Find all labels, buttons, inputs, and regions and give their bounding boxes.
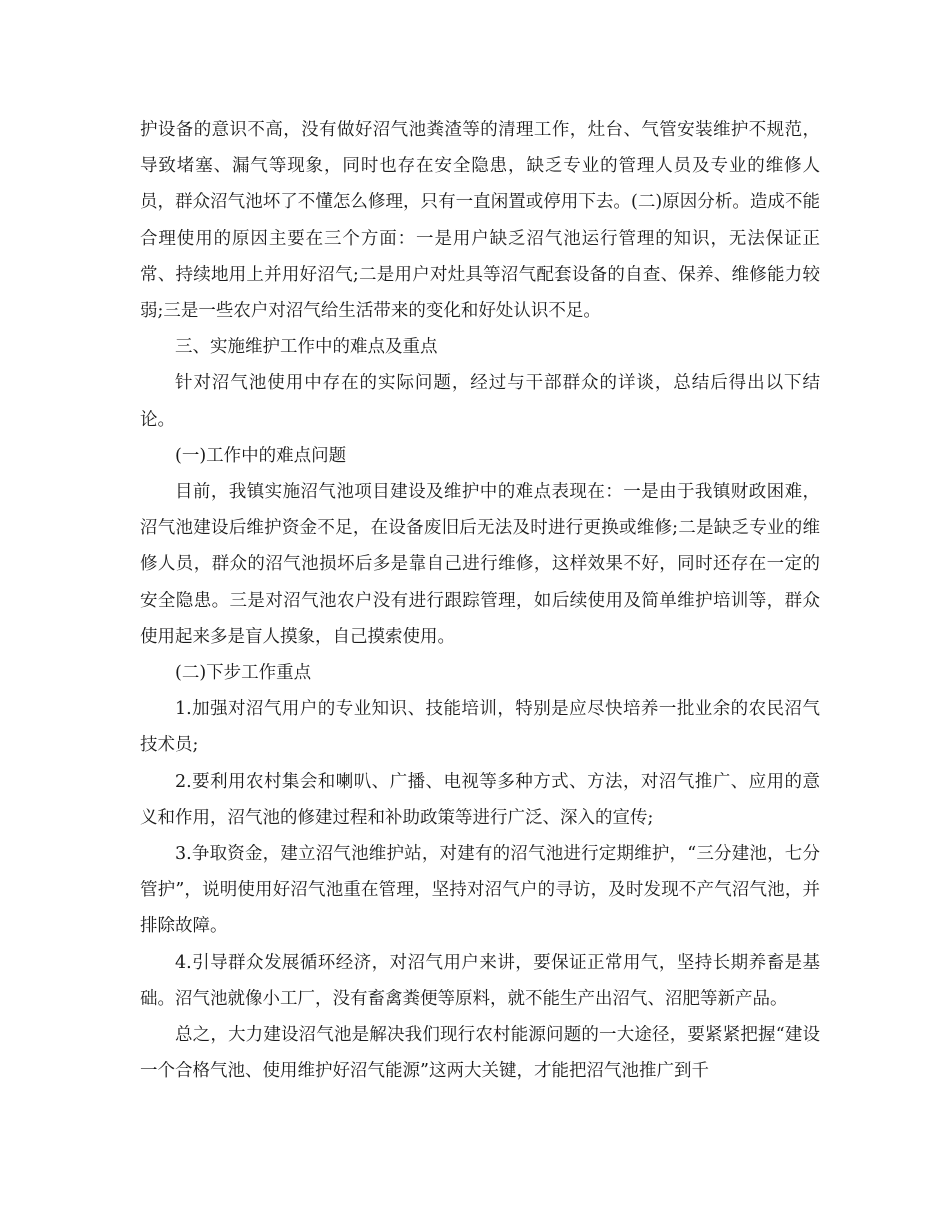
- list-item-2: 2.要利用农村集会和喇叭、广播、电视等多种方式、方法，对沼气推广、应用的意义和作用，沼气池的修建过程和补助政策等进行广泛、深入的宣传;: [140, 771, 820, 828]
- paragraph-continuation: 护设备的意识不高，没有做好沼气池粪渣等的清理工作，灶台、气管安装维护不规范，导致堵塞、漏气等现象，同时也存在安全隐患，缺乏专业的管理人员及专业的维修人员，群众沼气池坏了不懂怎么修理，只有一直闲置或停用下去。(二)原因分析。造成不能合理使用的原因主要在三个方面：一是用户缺乏沼气池运行管理的知识，无法保证正常、持续地用上并用好沼气;二是用户对灶具等沼气配套设备的自查、保养、维修能力较弱;三是一些农户对沼气给生活带来的变化和好处认识不足。: [140, 120, 820, 322]
- list-item-1: 1.加强对沼气用户的专业知识、技能培训，特别是应尽快培养一批业余的农民沼气技术员;: [140, 699, 820, 756]
- subheading-next-steps: (二)下步工作重点: [175, 663, 312, 684]
- subheading-difficulties: (一)工作中的难点问题: [175, 445, 347, 466]
- document-body: [140, 112, 820, 1089]
- list-item-3: 3.争取资金，建立沼气池维护站，对建有的沼气池进行定期维护，“三分建池，七分管护”，说明使用好沼气池重在管理，坚持对沼气户的寻访，及时发现不产气沼气池，并排除故障。: [140, 844, 820, 937]
- list-item-4: 4.引导群众发展循环经济，对沼气用户来讲，要保证正常用气，坚持长期养畜是基础。沼气池就像小工厂，没有畜禽粪便等原料，就不能生产出沼气、沼肥等新产品。: [140, 952, 820, 1009]
- paragraph-difficulties: 目前，我镇实施沼气池项目建设及维护中的难点表现在：一是由于我镇财政困难，沼气池建设后维护资金不足，在设备废旧后无法及时进行更换或维修;二是缺乏专业的维修人员，群众的沼气池损坏后多是靠自己进行维修，这样效果不好，同时还存在一定的安全隐患。三是对沼气池农户没有进行跟踪管理，如后续使用及简单维护培训等，群众使用起来多是盲人摸象，自己摸索使用。: [140, 482, 820, 647]
- paragraph-conclusion-intro: 针对沼气池使用中存在的实际问题，经过与干部群众的详谈，总结后得出以下结论。: [140, 373, 820, 430]
- paragraph-summary: 总之，大力建设沼气池是解决我们现行农村能源问题的一大途径，要紧紧把握“建设一个合格气池、使用维护好沼气能源”这两大关键，才能把沼气池推广到千: [140, 1025, 820, 1082]
- section-heading-difficulties-and-priorities: 三、实施维护工作中的难点及重点: [175, 337, 438, 358]
